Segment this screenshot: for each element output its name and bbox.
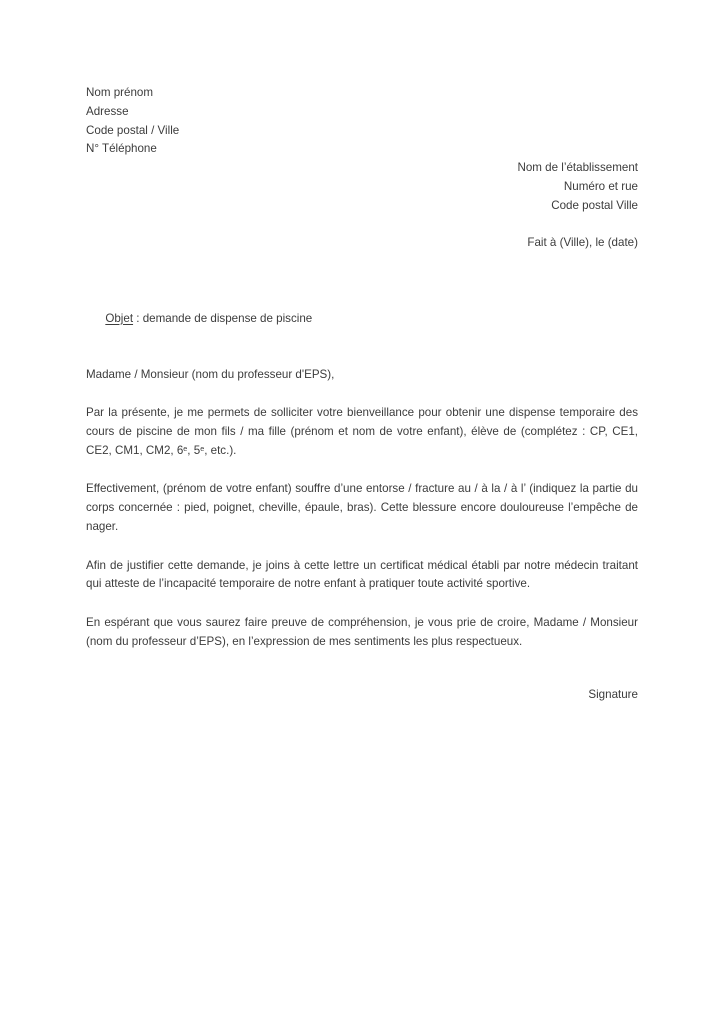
recipient-line-institution: Nom de l’établissement [517,161,638,174]
recipient-line-street: Numéro et rue [563,179,638,193]
subject-value: demande de dispense de piscine [142,311,313,325]
sender-line-name: Nom prénom [86,86,154,99]
subject-line [86,291,638,347]
subject-separator: : [133,311,143,325]
recipient-line-postal-city: Code postal Ville [551,198,638,212]
sender-line-phone: N° Téléphone [86,142,157,156]
sender-address-block [86,84,638,159]
salutation-line: Madame / Monsieur (nom du professeur d'EPS), [86,368,335,381]
signature-label: Signature [588,688,638,701]
paragraph-certificate: Afin de justifier cette demande, je joins à cette lettre un certificat médical établi par notre médecin traitant qui atteste de l’incapacité temporaire de notre enfant à pratiquer toute activité sportive. [86,558,638,591]
letter-body [86,404,638,652]
paragraph-reason: Effectivement, (prénom de votre enfant) souffre d’une entorse / fracture au / à la / à l’ (indiquez la partie du corps concernée : pied, poignet, cheville, épaule, bras). Cette blessure encore douloureuse l’empêche de nager. [86,482,638,533]
paragraph-request: Par la présente, je me permets de solliciter votre bienveillance pour obtenir une dispense temporaire des cours de piscine de mon fils / ma fille (prénom et nom de votre enfant), élève de (complétez : CP, CE1, CE2, CM1, CM2, 6e, 5e, etc.). [86,406,638,457]
recipient-address-block [86,159,638,215]
subject-label: Objet [105,311,134,325]
sender-line-address: Adresse [86,104,129,118]
date-place-line: Fait à (Ville), le (date) [527,236,638,249]
sender-line-postal-city: Code postal / Ville [86,123,180,137]
paragraph-closing: En espérant que vous saurez faire preuve de compréhension, je vous prie de croire, Madame / Monsieur (nom du professeur d’EPS), en l’expression de mes sentiments les plus respectueux. [86,616,638,649]
